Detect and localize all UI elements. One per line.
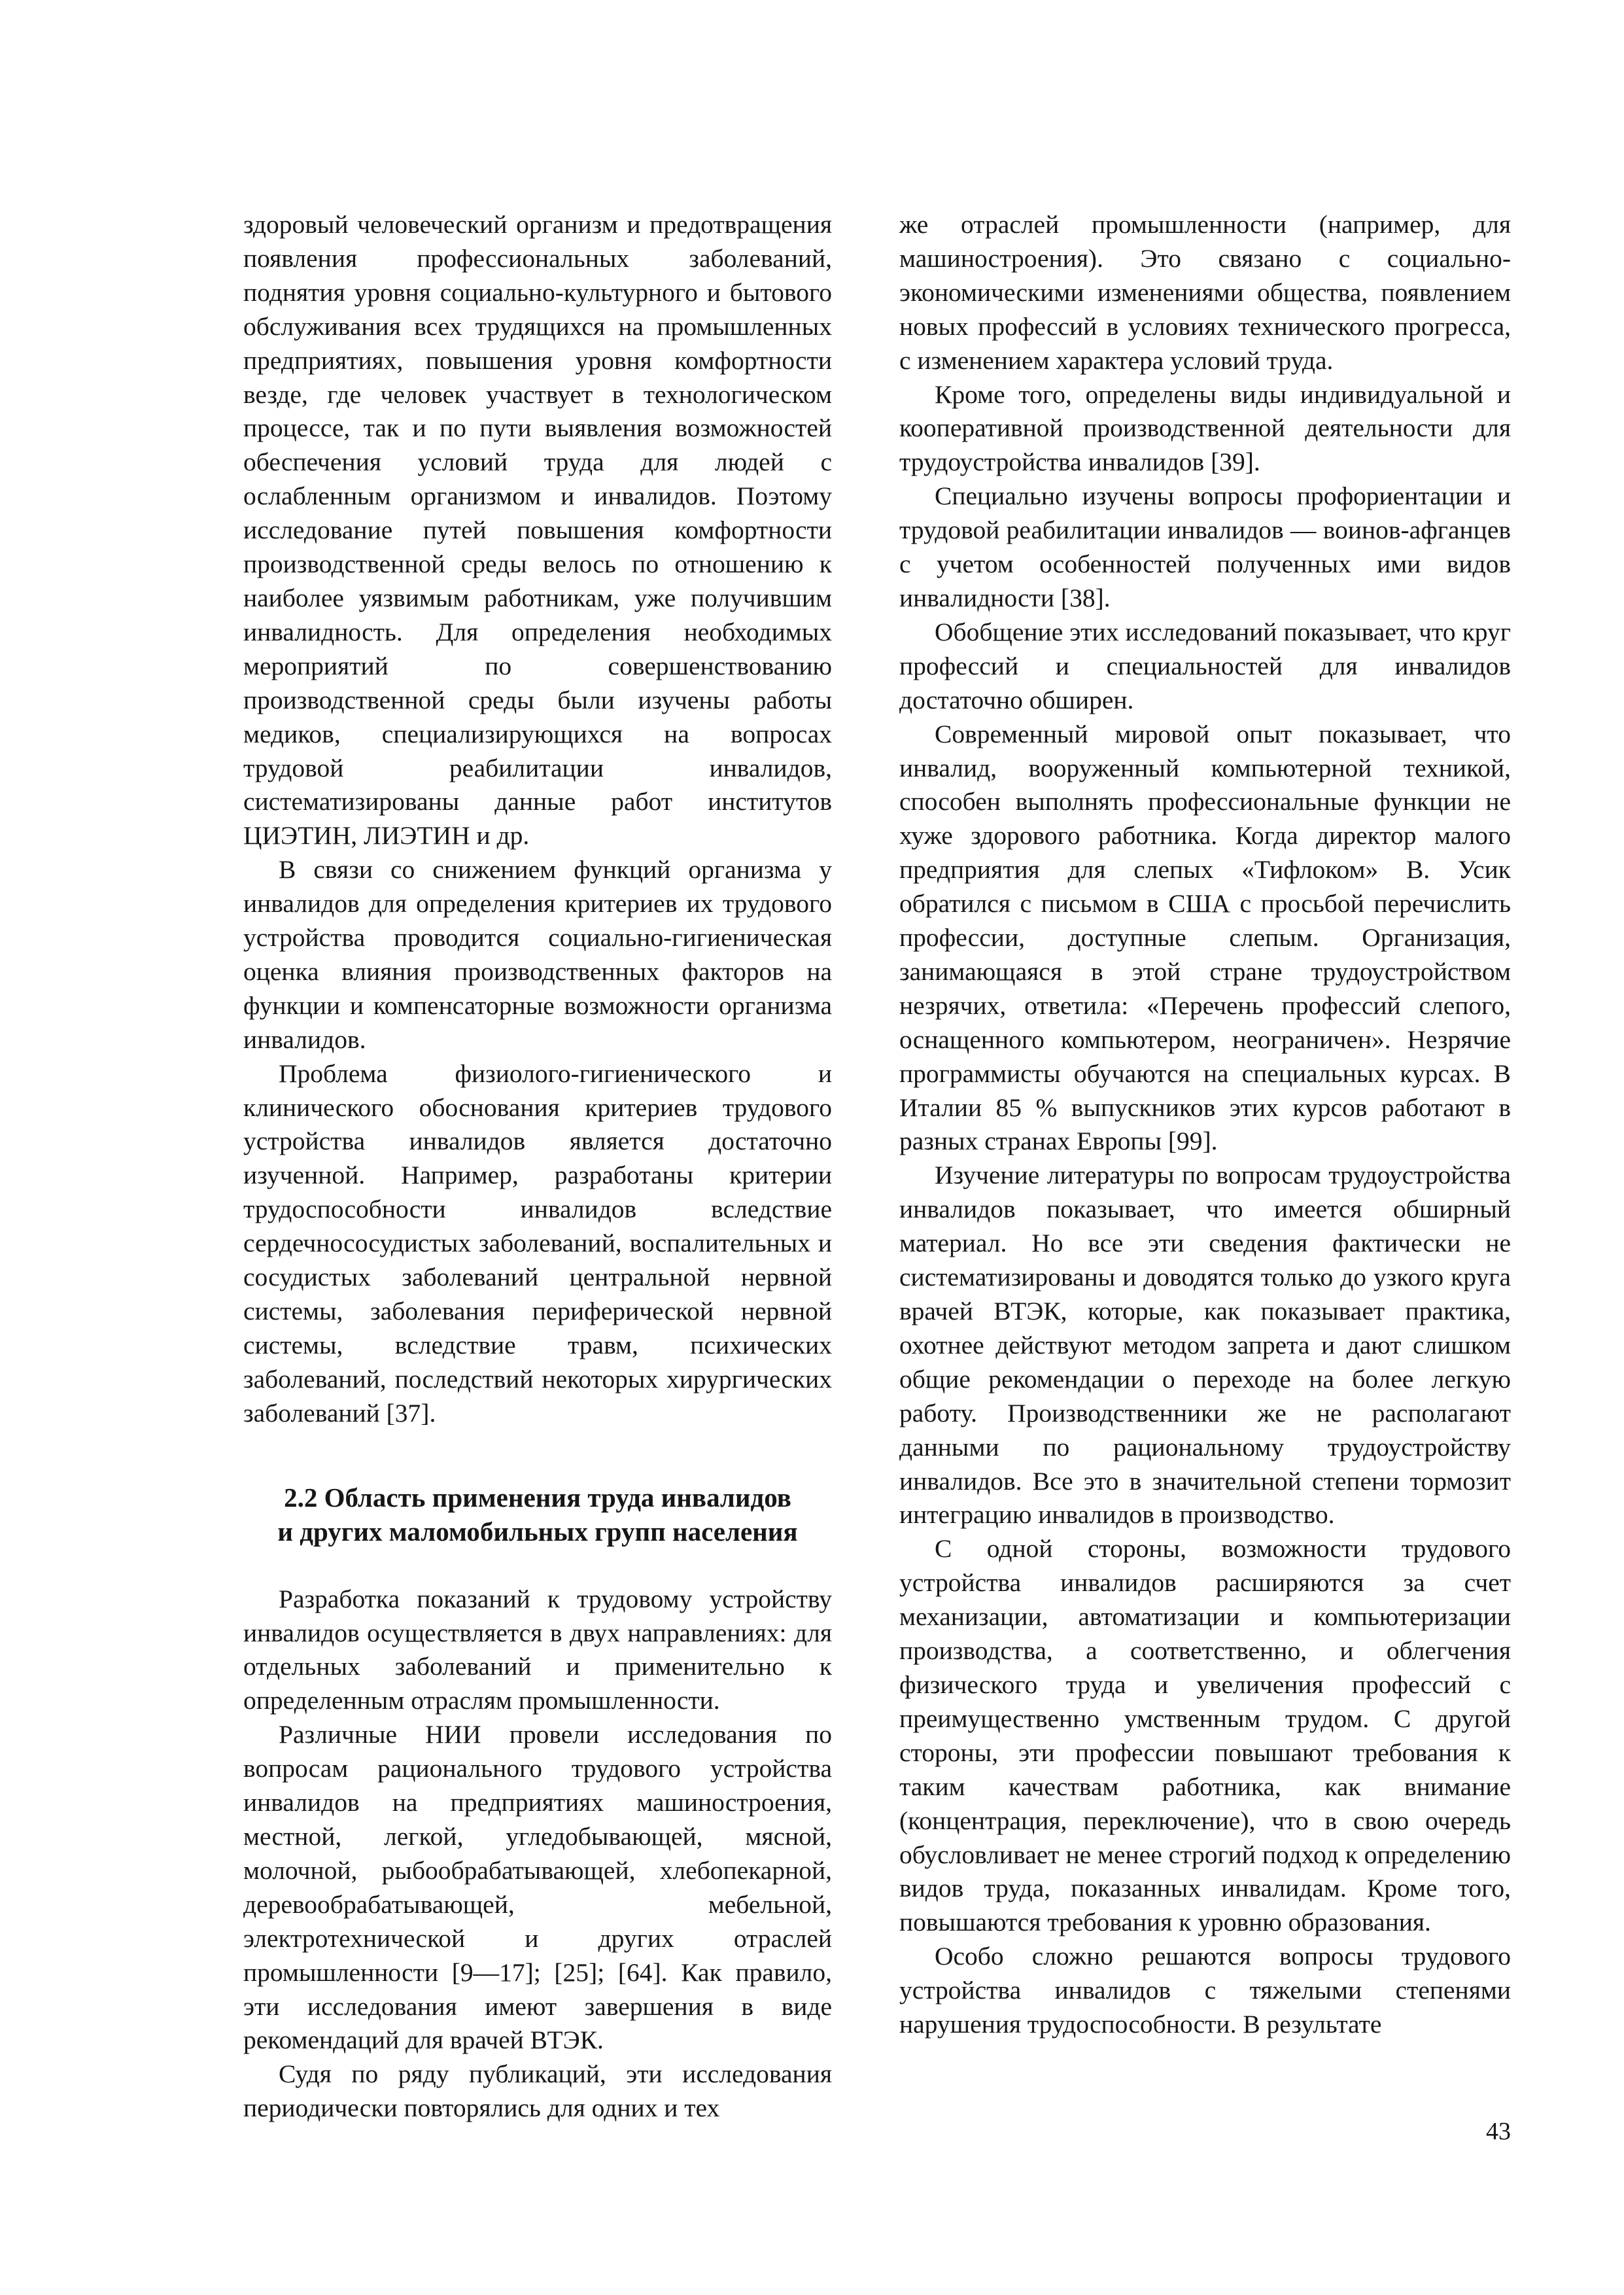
paragraph: Обобщение этих исследований показывает, что круг профессий и специальностей для инвалидов достаточно обширен. — [899, 617, 1511, 714]
paragraph: Разработка показаний к трудовому устройству инвалидов осуществляется в двух направлениях: для отдельных заболеваний и применительно к определенным отраслям промышленности. — [243, 1584, 832, 1715]
paragraph: Кроме того, определены виды индивидуальной и кооперативной производственной деятельности для трудоустройства инвалидов [39]. — [899, 379, 1511, 477]
paragraph: В связи со снижением функций организма у инвалидов для определения критериев их трудового устройства проводится социально-гигиеническая оценка влияния производственных факторов на функции и компенсаторные возможности организма инвалидов. — [243, 855, 832, 1054]
paragraph: С одной стороны, возможности трудового устройства инвалидов расширяются за счет механизации, автоматизации и компьютеризации производства, а соответственно, и облегчения физического труда и увеличения профессий с преимущественно умственным трудом. С другой стороны, эти профессии повышают требования к таким качествам работника, как внимание (концентрация, переключение), что в свою очередь обусловливает не менее строгий подход к определению видов труда, показанных инвалидам. Кроме того, повышаются требования к уровню образования. — [899, 1534, 1511, 1937]
right-column — [899, 208, 1511, 2042]
section-heading-line: и других маломобильных групп населения — [277, 1516, 798, 1547]
paragraph: Судя по ряду публикаций, эти исследования периодически повторялись для одних и тех — [243, 2059, 832, 2123]
page-number: 43 — [1486, 2118, 1511, 2145]
paragraph: Специально изучены вопросы профориентации и трудовой реабилитации инвалидов — воинов-афганцев с учетом особенностей полученных ими видов инвалидности [38]. — [899, 482, 1511, 612]
paragraph: Проблема физиолого-гигиенического и клинического обоснования критериев трудового устройства инвалидов является достаточно изученной. Например, разработаны критерии трудоспособности инвалидов вследствие сердечнососудистых заболеваний, воспалительных и сосудистых заболеваний центральной нервной системы, заболевания периферической нервной системы, вследствие травм, психических заболеваний, последствий некоторых хирургических заболеваний [37]. — [243, 1059, 832, 1428]
left-column — [243, 208, 832, 2126]
section-heading — [243, 1480, 832, 1549]
paragraph: здоровый человеческий организм и предотвращения появления профессиональных заболеваний, поднятия уровня социально-культурного и бытового обслуживания всех трудящихся на промышленных предприятиях, повышения уровня комфортности везде, где человек участвует в технологическом процессе, так и по пути выявления возможностей обеспечения условий труда для людей с ослабленным организмом и инвалидов. Поэтому исследование путей повышения комфортности производственной среды велось по отношению к наиболее уязвимым работникам, уже получившим инвалидность. Для определения необходимых мероприятий по совершенствованию производственной среды были изучены работы медиков, специализирующихся на вопросах трудовой реабилитации инвалидов, систематизированы данные работ институтов ЦИЭТИН, ЛИЭТИН и др. — [243, 210, 832, 850]
paragraph: Изучение литературы по вопросам трудоустройства инвалидов показывает, что имеется обширный материал. Но все эти сведения фактически не систематизированы и доводятся только до узкого круга врачей ВТЭК, которые, как показывает практика, охотнее действуют методом запрета и дают слишком общие рекомендации о переходе на более легкую работу. Производственники же не располагают данными по рациональному трудоустройству инвалидов. Все это в значительной степени тормозит интеграцию инвалидов в производство. — [899, 1161, 1511, 1530]
section-heading-line: 2.2 Область применения труда инвалидов — [284, 1482, 791, 1513]
paragraph: Различные НИИ провели исследования по вопросам рационального трудового устройства инвалидов на предприятиях машиностроения, местной, легкой, угледобывающей, мясной, молочной, рыбообрабатывающей, хлебопекарной, деревообрабатывающей, мебельной, электротехнической и других отраслей промышленности [9—17]; [25]; [64]. Как правило, эти исследования имеют завершения в виде рекомендаций для врачей ВТЭК. — [243, 1720, 832, 2055]
paragraph: же отраслей промышленности (например, для машиностроения). Это связано с социально-экономическими изменениями общества, появлением новых профессий в условиях технического прогресса, с изменением характера условий труда. — [899, 210, 1511, 375]
paragraph: Особо сложно решаются вопросы трудового устройства инвалидов с тяжелыми степенями нарушения трудоспособности. В результате — [899, 1942, 1511, 2039]
paragraph: Современный мировой опыт показывает, что инвалид, вооруженный компьютерной техникой, способен выполнять профессиональные функции не хуже здорового работника. Когда директор малого предприятия для слепых «Тифлоком» В. Усик обратился с письмом в США с просьбой перечислить профессии, доступные слепым. Организация, занимающаяся в этой стране трудоустройством незрячих, ответила: «Перечень профессий слепого, оснащенного компьютером, неограничен». Незрячие программисты обучаются на специальных курсах. В Италии 85 % выпускников этих курсов работают в разных странах Европы [99]. — [899, 719, 1511, 1156]
